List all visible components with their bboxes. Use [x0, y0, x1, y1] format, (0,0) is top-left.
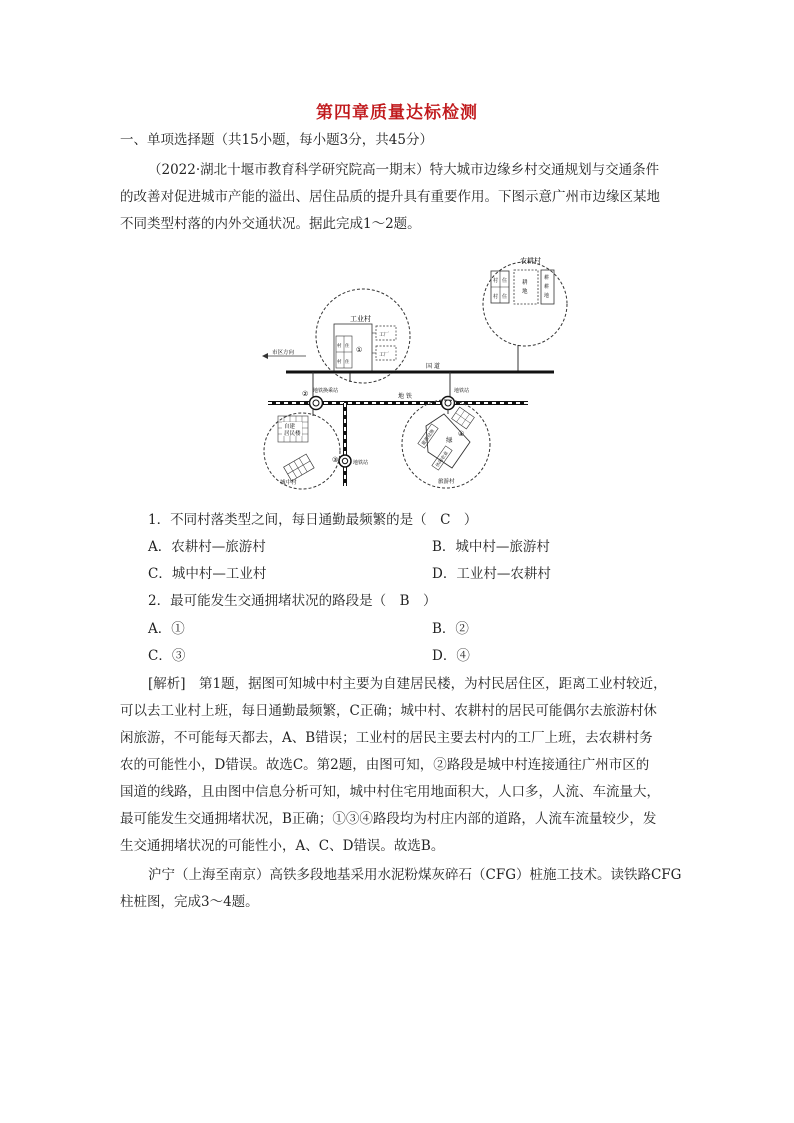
analysis-line-2: 可以去工业村上班，每日通勤最频繁，C正确；城中村、农耕村的居民可能偶尔去旅游村休 [120, 703, 657, 719]
road-marker-3: ③ [332, 456, 339, 464]
industrial-cell-2: 住 [345, 344, 350, 349]
analysis-line-7: 生交通拥堵状况的可能性小，A、C、D错误。故选B。 [120, 838, 445, 854]
next-passage-line-1: 沪宁（上海至南京）高铁多段地基采用水泥粉煤灰碎石（CFG）桩施工技术。读铁路CFG [148, 867, 682, 883]
question-1-option-b: B．城中村—旅游村 [432, 539, 550, 555]
analysis-line-1: [解析] 第1题，据图可知城中村主要为自建居民楼，为村民居住区，距离工业村较近， [148, 676, 667, 692]
farming-cell-3: 村 [493, 294, 499, 300]
farmland-plot [514, 270, 538, 304]
road-marker-4: ④ [458, 430, 465, 438]
national-road-label: 国 道 [426, 363, 440, 370]
urban-village-label: 城中村 [280, 480, 297, 486]
question-1-option-c: C．城中村—工业村 [148, 566, 267, 582]
page-title: 第四章质量达标检测 [316, 103, 478, 123]
farming-cell-1: 村 [493, 278, 499, 284]
question-1-option-a: A．农耕村—旅游村 [148, 539, 266, 555]
section-heading: 一、单项选择题（共15小题，每小题3分，共45分） [120, 132, 433, 148]
metro-station-south-label: 地铁站 [353, 460, 369, 466]
farming-cell-4: 住 [502, 294, 508, 300]
road-marker-2: ② [302, 390, 309, 398]
intro-line-3: 不同类型村落的内外交通状况。据此完成1～2题。 [120, 216, 421, 232]
farmland-text-2: 地 [522, 289, 528, 295]
metro-label: 地 铁 [398, 393, 412, 400]
farmland-zone-2: 耕 [544, 284, 550, 290]
industrial-cell-4: 住 [345, 360, 350, 365]
industrial-cell-3: 村 [337, 360, 342, 365]
intro-line-1: （2022·湖北十堰市教育科学研究院高一期末）特大城市边缘乡村交通规划与交通条件 [148, 162, 660, 178]
industrial-cell-1: 村 [337, 344, 342, 349]
farming-village-label: 农耕村 [520, 257, 541, 265]
tourist-village-circle [402, 400, 490, 488]
urban-village-grid [284, 454, 315, 481]
question-2-option-b: B．② [432, 621, 469, 637]
transfer-station-label: 地铁换乘站 [313, 388, 339, 394]
metro-station-east-label: 地铁站 [454, 388, 470, 394]
farming-cell-2: 住 [502, 278, 508, 284]
tourist-green-label: 绿 [446, 436, 453, 444]
next-passage-line-2: 柱桩图，完成3～4题。 [120, 894, 259, 910]
question-2-option-c: C．③ [148, 648, 186, 664]
farmland-zone-3: 地 [544, 293, 550, 299]
question-2-stem: 2．最可能发生交通拥堵状况的路段是（ B ） [148, 593, 437, 609]
question-1-stem: 1．不同村落类型之间，每日通勤最频繁的是（ C ） [148, 512, 478, 528]
metro-station-east [442, 397, 455, 410]
analysis-line-5: 国道的线路，且由图中信息分析可知，城中村住宅用地面积大，人口多，人流、车流量大， [120, 784, 660, 800]
question-2-option-d: D．④ [432, 648, 470, 664]
village-transport-figure [258, 246, 568, 498]
tourist-facility-a: 旅游设施 [421, 428, 436, 447]
farmland-text-1: 耕 [522, 280, 528, 286]
question-2-option-a: A．① [148, 621, 185, 637]
intro-line-2: 的改善对促进城市产能的溢出、居住品质的提升具有重要作用。下图示意广州市边缘区某地 [120, 189, 660, 205]
road-marker-1: ① [356, 346, 363, 354]
analysis-line-6: 最可能发生交通拥堵状况，B正确；①③④路段均为村庄内部的道路，人流车流量较少，发 [120, 811, 657, 827]
self-built-label-1: 自建 [284, 424, 296, 430]
question-1-option-d: D．工业村—农耕村 [432, 566, 551, 582]
industrial-village-label: 工业村 [350, 315, 371, 323]
factory-2-label: 工厂 [379, 352, 390, 358]
analysis-line-3: 闲旅游，不可能每天都去，A、B错误；工业村的居民主要去村内的工厂上班，去农耕村务 [120, 730, 653, 746]
city-direction-label: 市区方向 [272, 350, 295, 356]
factory-1-label: 工厂 [379, 332, 390, 338]
tourist-village-label: 旅游村 [438, 479, 455, 485]
farmland-zone-1: 耕 [544, 275, 550, 281]
self-built-label-2: 居民楼 [284, 431, 301, 437]
analysis-line-4: 农的可能性小，D错误。故选C。第2题，由图可知，②路段是城中村连接通往广州市区的 [120, 757, 650, 773]
tourist-facility-b: 休闲农业 [435, 450, 450, 469]
transfer-station [310, 397, 323, 410]
metro-station-south [339, 455, 351, 467]
